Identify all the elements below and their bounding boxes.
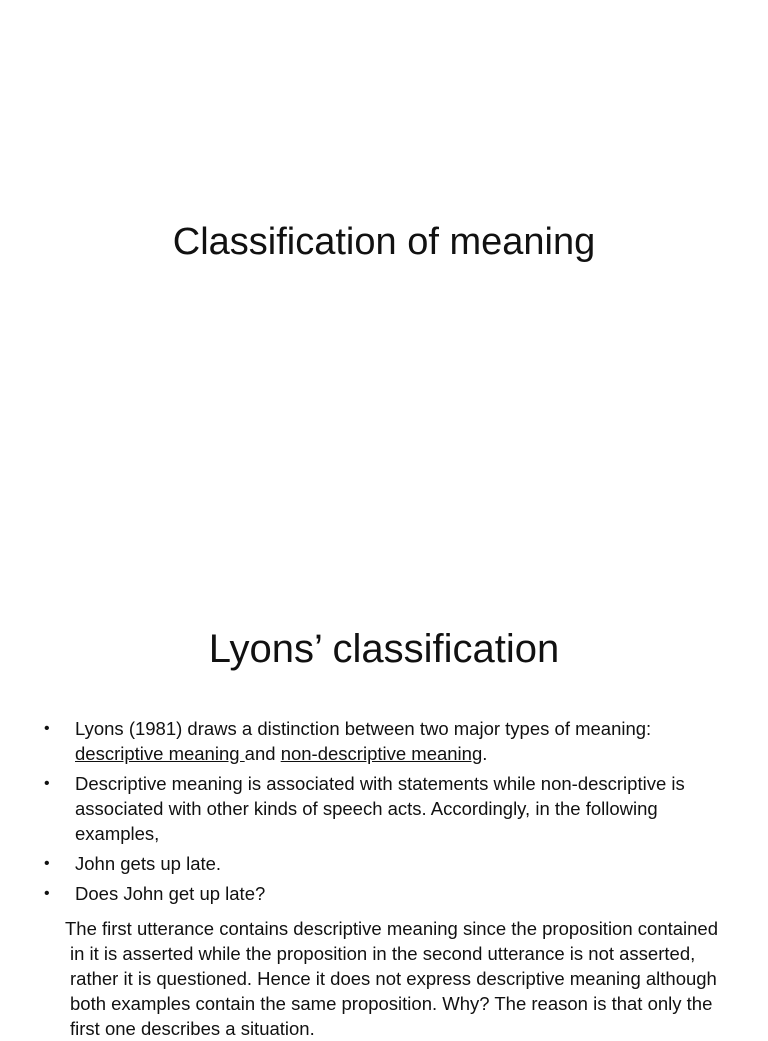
explanation-paragraph: The first utterance contains descriptive meaning since the proposition contained in it is asserted while the proposition in the second utterance is not asserted, rather it is questioned. Hence it does not express descriptive meaning although both examples contain the same proposition. Why? The reason is that only the first one describes a situation.: [65, 918, 719, 1039]
slide-1-title: Classification of meaning: [172, 221, 596, 263]
bullet-text: Does John get up late?: [75, 883, 266, 904]
bullet-item-lyons-distinction: [40, 716, 730, 766]
bullet-text-pre: Lyons (1981) draws a distinction between two major types of meaning:: [75, 718, 652, 739]
slide-2-title: Lyons’ classification: [208, 627, 560, 671]
term-non-descriptive-meaning: non-descriptive meaning: [280, 743, 483, 764]
bullet-icon: •: [44, 885, 50, 902]
bullet-list: [40, 716, 730, 911]
slide-2: [0, 576, 768, 1039]
bullet-icon: •: [44, 855, 50, 872]
bullet-item-example-1: [40, 851, 730, 876]
bullet-icon: •: [44, 720, 50, 737]
bullet-item-speech-acts: [40, 771, 730, 846]
term-descriptive-meaning: descriptive meaning: [75, 743, 245, 764]
bullet-icon: •: [44, 775, 50, 792]
bullet-text-post: .: [482, 743, 488, 764]
bullet-text: John gets up late.: [75, 853, 222, 874]
bullet-text-mid: and: [244, 743, 281, 764]
bullet-item-example-2: [40, 881, 730, 906]
bullet-text: Descriptive meaning is associated with statements while non-descriptive is associated with other kinds of speech acts. Accordingly, in the following examples,: [75, 773, 685, 844]
